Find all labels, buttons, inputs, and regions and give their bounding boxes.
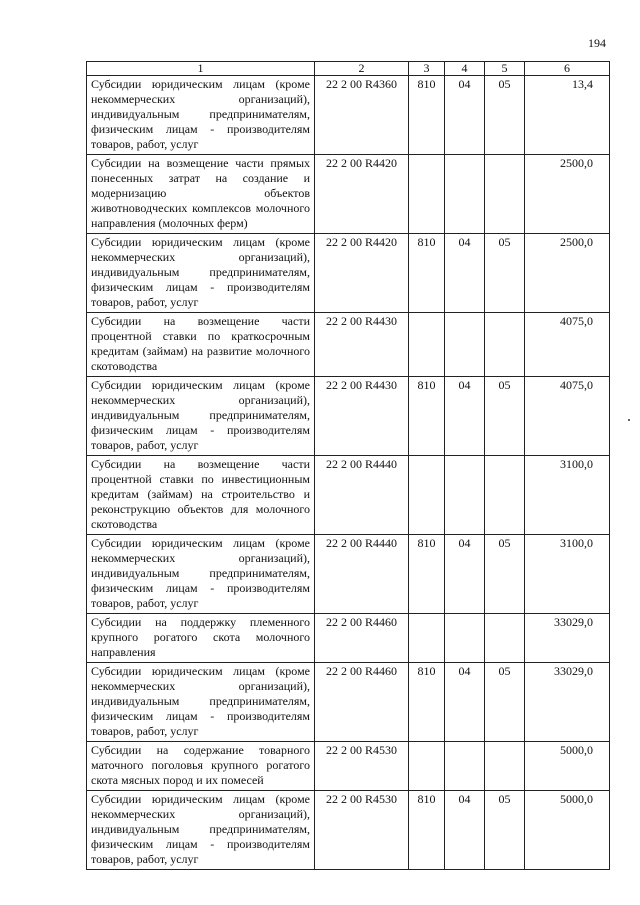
row-amount: 2500,0 [525, 155, 610, 234]
header-col-2: 2 [315, 62, 409, 76]
row-amount: 5000,0 [525, 742, 610, 791]
row-col-4 [445, 614, 485, 663]
row-name: Субсидии на содержание товарного маточного поголовья крупного рогатого скота мясных пород и их помесей [87, 742, 315, 791]
row-name: Субсидии юридическим лицам (кроме некоммерческих организаций), индивидуальным предпринимателям, физическим лицам - производителям товаров, работ, услуг [87, 234, 315, 313]
row-col-4: 04 [445, 377, 485, 456]
table-row [87, 614, 610, 663]
budget-table [86, 61, 610, 870]
row-amount: 33029,0 [525, 663, 610, 742]
row-amount: 33029,0 [525, 614, 610, 663]
header-col-5: 5 [485, 62, 525, 76]
row-code: 22 2 00 R4420 [315, 155, 409, 234]
row-col-4: 04 [445, 663, 485, 742]
table-row [87, 742, 610, 791]
table-row [87, 663, 610, 742]
row-col-5 [485, 614, 525, 663]
row-amount: 4075,0 [525, 377, 610, 456]
row-col-3: 810 [409, 377, 445, 456]
row-col-4: 04 [445, 535, 485, 614]
table-row [87, 313, 610, 377]
row-col-5 [485, 742, 525, 791]
header-col-1: 1 [87, 62, 315, 76]
row-col-4 [445, 155, 485, 234]
row-name: Субсидии юридическим лицам (кроме некоммерческих организаций), индивидуальным предпринимателям, физическим лицам - производителям товаров, работ, услуг [87, 535, 315, 614]
row-col-4: 04 [445, 76, 485, 155]
row-col-4: 04 [445, 791, 485, 870]
row-col-4 [445, 742, 485, 791]
row-col-3 [409, 742, 445, 791]
row-code: 22 2 00 R4440 [315, 456, 409, 535]
row-col-3: 810 [409, 234, 445, 313]
row-col-5: 05 [485, 791, 525, 870]
row-col-5 [485, 456, 525, 535]
row-col-3: 810 [409, 76, 445, 155]
row-code: 22 2 00 R4430 [315, 377, 409, 456]
scan-speck [628, 419, 630, 421]
row-col-3: 810 [409, 535, 445, 614]
row-code: 22 2 00 R4530 [315, 791, 409, 870]
row-col-4 [445, 313, 485, 377]
table-row [87, 535, 610, 614]
row-col-5: 05 [485, 234, 525, 313]
row-name: Субсидии юридическим лицам (кроме некоммерческих организаций), индивидуальным предпринимателям, физическим лицам - производителям товаров, работ, услуг [87, 377, 315, 456]
row-code: 22 2 00 R4420 [315, 234, 409, 313]
row-code: 22 2 00 R4460 [315, 663, 409, 742]
table-row [87, 456, 610, 535]
row-name: Субсидии юридическим лицам (кроме некоммерческих организаций), индивидуальным предпринимателям, физическим лицам - производителям товаров, работ, услуг [87, 791, 315, 870]
header-col-6: 6 [525, 62, 610, 76]
row-col-4: 04 [445, 234, 485, 313]
row-amount: 3100,0 [525, 535, 610, 614]
row-code: 22 2 00 R4430 [315, 313, 409, 377]
row-col-5 [485, 155, 525, 234]
row-col-3: 810 [409, 791, 445, 870]
row-col-5: 05 [485, 663, 525, 742]
row-name: Субсидии на возмещение части прямых понесенных затрат на создание и модернизацию объектов животноводческих комплексов молочного направления (молочных ферм) [87, 155, 315, 234]
row-col-4 [445, 456, 485, 535]
row-name: Субсидии на возмещение части процентной ставки по краткосрочным кредитам (займам) на развитие молочного скотоводства [87, 313, 315, 377]
header-col-3: 3 [409, 62, 445, 76]
row-code: 22 2 00 R4460 [315, 614, 409, 663]
table-row [87, 234, 610, 313]
row-name: Субсидии юридическим лицам (кроме некоммерческих организаций), индивидуальным предпринимателям, физическим лицам - производителям товаров, работ, услуг [87, 76, 315, 155]
table-row [87, 76, 610, 155]
row-name: Субсидии юридическим лицам (кроме некоммерческих организаций), индивидуальным предпринимателям, физическим лицам - производителям товаров, работ, услуг [87, 663, 315, 742]
row-col-3 [409, 155, 445, 234]
row-col-3: 810 [409, 663, 445, 742]
row-col-5: 05 [485, 76, 525, 155]
header-col-4: 4 [445, 62, 485, 76]
table-row [87, 791, 610, 870]
header-row [87, 62, 610, 76]
row-col-3 [409, 614, 445, 663]
row-amount: 3100,0 [525, 456, 610, 535]
table-row [87, 377, 610, 456]
row-col-3 [409, 313, 445, 377]
row-name: Субсидии на поддержку племенного крупного рогатого скота молочного направления [87, 614, 315, 663]
row-code: 22 2 00 R4440 [315, 535, 409, 614]
row-col-5: 05 [485, 377, 525, 456]
row-amount: 4075,0 [525, 313, 610, 377]
row-col-5: 05 [485, 535, 525, 614]
row-amount: 13,4 [525, 76, 610, 155]
row-col-5 [485, 313, 525, 377]
row-name: Субсидии на возмещение части процентной ставки по инвестиционным кредитам (займам) на строительство и реконструкцию объектов для молочного скотоводства [87, 456, 315, 535]
page-number: 194 [588, 36, 606, 50]
table-row [87, 155, 610, 234]
row-amount: 5000,0 [525, 791, 610, 870]
row-code: 22 2 00 R4360 [315, 76, 409, 155]
row-code: 22 2 00 R4530 [315, 742, 409, 791]
row-col-3 [409, 456, 445, 535]
row-amount: 2500,0 [525, 234, 610, 313]
